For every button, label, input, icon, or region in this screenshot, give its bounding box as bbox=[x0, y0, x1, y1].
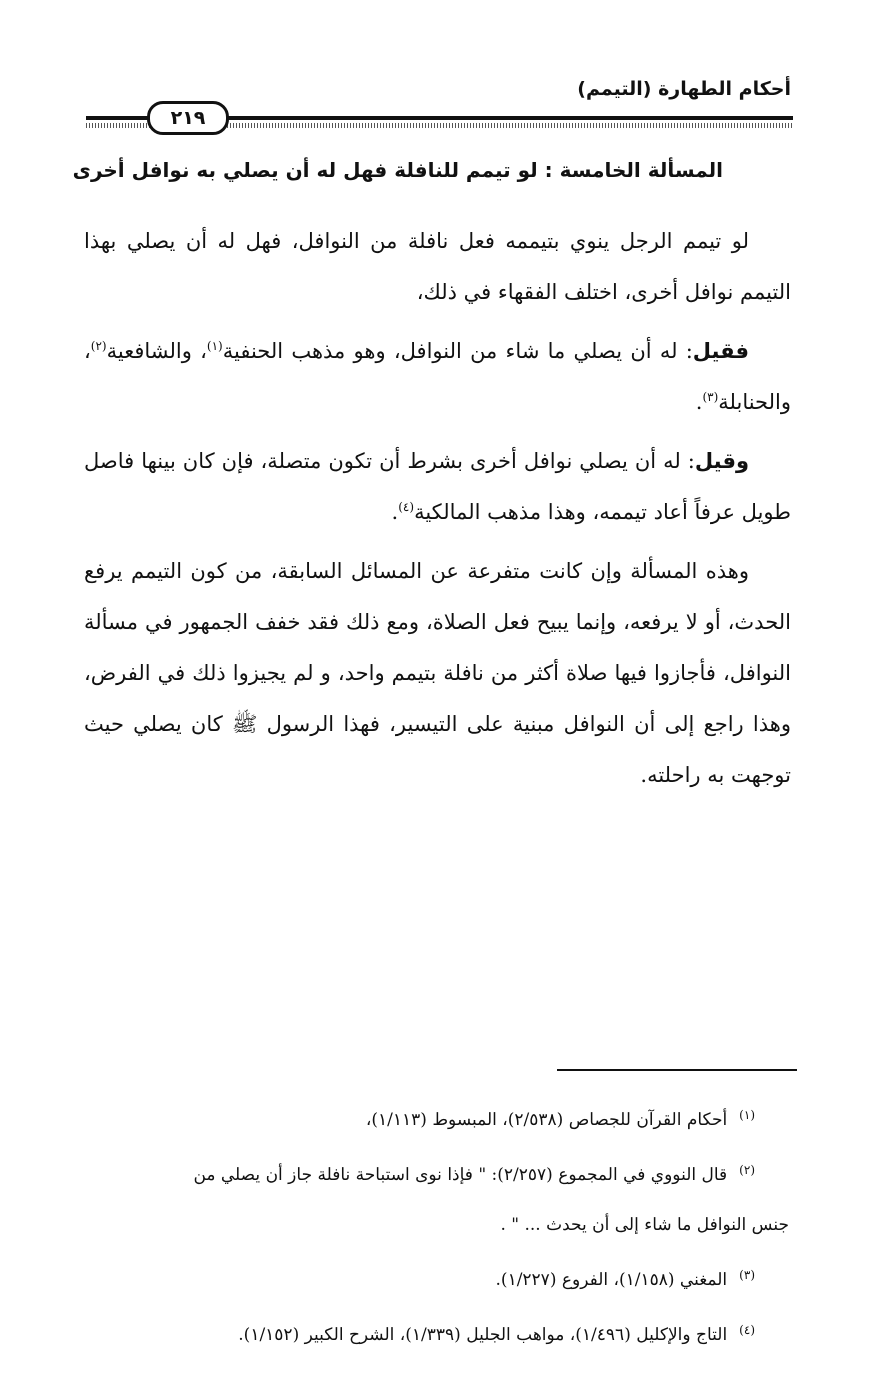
paragraph-3-lead: وقيل bbox=[694, 449, 749, 473]
section-title: المسألة الخامسة : لو تيمم للنافلة فهل له أن يصلي به نوافل أخرى bbox=[72, 158, 723, 182]
footnote-1-text: أحكام القرآن للجصاص (٢/٥٣٨)، المبسوط (١/١١٣)، bbox=[365, 1110, 728, 1130]
footnote-3-number: (٣) bbox=[739, 1268, 755, 1282]
footnotes bbox=[84, 1090, 789, 1360]
footnote-ref-2[interactable]: (٢) bbox=[90, 339, 107, 353]
paragraph-2-text-d: . bbox=[695, 390, 703, 414]
paragraph-1: لو تيمم الرجل ينوي بتيممه فعل نافلة من النوافل، فهل له أن يصلي بهذا التيمم نوافل أخرى، اختلف الفقهاء في ذلك، bbox=[84, 229, 791, 304]
footnote-2-text: قال النووي في المجموع (٢/٢٥٧): " فإذا نوى استباحة نافلة جاز أن يصلي من bbox=[193, 1165, 728, 1185]
footnote-1 bbox=[84, 1090, 755, 1145]
footnote-4-text: التاج والإكليل (١/٤٩٦)، مواهب الجليل (١/٣٣٩)، الشرح الكبير (١/١٥٢). bbox=[238, 1325, 728, 1345]
paragraph-2-text-c: ، والحنابلة bbox=[84, 339, 791, 414]
footnote-4 bbox=[84, 1305, 755, 1360]
body-text bbox=[84, 216, 791, 809]
paragraph-3-text-a: : له أن يصلي نوافل أخرى بشرط أن تكون متصلة، فإن كان بينها فاصل طويل عرفاً أعاد تيممه، وهذا مذهب المالكية bbox=[84, 449, 791, 524]
running-title: أحكام الطهارة (التيمم) bbox=[577, 78, 791, 100]
footnote-2-number: (٢) bbox=[739, 1163, 755, 1177]
footnote-3 bbox=[84, 1250, 755, 1305]
paragraph-2 bbox=[84, 326, 791, 428]
paragraph-3-text-b: . bbox=[391, 500, 399, 524]
paragraph-2-text-a: : له أن يصلي ما شاء من النوافل، وهو مذهب الحنفية bbox=[222, 339, 693, 363]
page-number: ٢١٩ bbox=[147, 101, 229, 135]
footnote-separator bbox=[557, 1069, 797, 1071]
paragraph-2-text-b: ، والشافعية bbox=[106, 339, 207, 363]
paragraph-3 bbox=[84, 436, 791, 538]
footnote-3-text: المغني (١/١٥٨)، الفروع (١/٢٢٧). bbox=[495, 1270, 728, 1290]
footnote-2-continuation: جنس النوافل ما شاء إلى أن يحدث ... " . bbox=[500, 1215, 789, 1235]
footnote-ref-1[interactable]: (١) bbox=[206, 339, 223, 353]
footnote-ref-3[interactable]: (٣) bbox=[702, 390, 719, 404]
paragraph-2-lead: فقيل bbox=[692, 339, 749, 363]
footnote-ref-4[interactable]: (٤) bbox=[398, 500, 415, 514]
footnote-4-number: (٤) bbox=[739, 1323, 755, 1337]
footnote-1-number: (١) bbox=[739, 1108, 755, 1122]
paragraph-4: وهذه المسألة وإن كانت متفرعة عن المسائل السابقة، من كون التيمم يرفع الحدث، أو لا يرفعه، وإنما يبيح فعل الصلاة، ومع ذلك فقد خفف الجمهور في مسألة النوافل، فأجازوا فيها صلاة أكثر من نافلة بتيمم واحد، و لم يجيزوا ذلك في الفرض، وهذا راجع إلى أن النوافل مبنية على التيسير، فهذا الرسول ﷺ كان يصلي حيث توجهت به راحلته. bbox=[84, 559, 791, 787]
footnote-2 bbox=[84, 1145, 755, 1200]
